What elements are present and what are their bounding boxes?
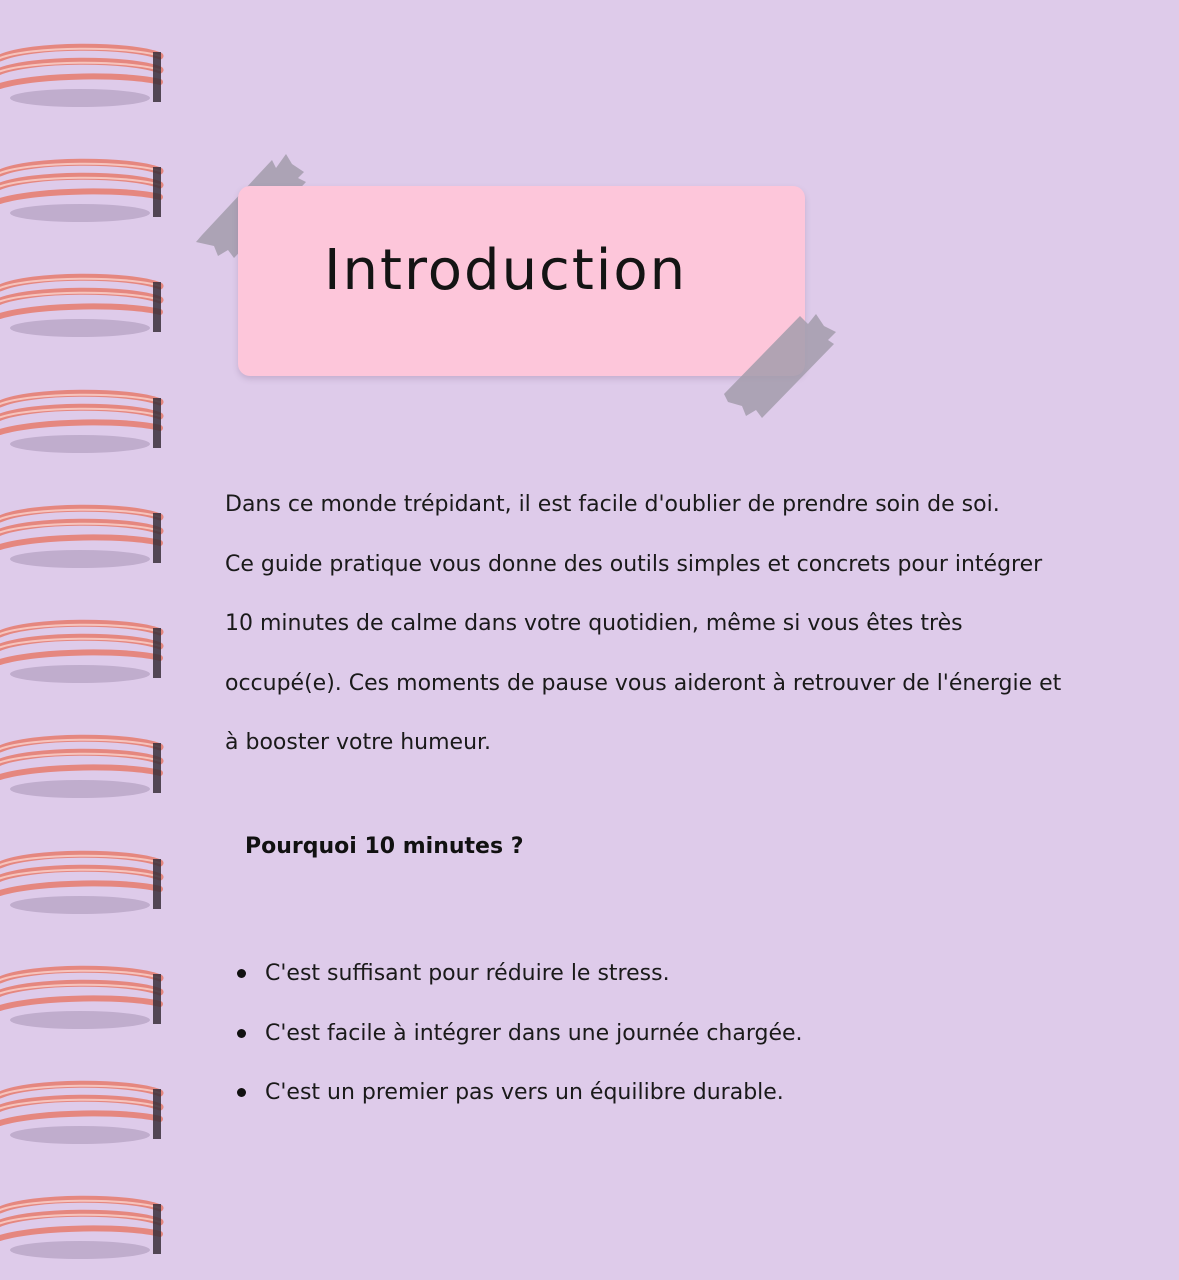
tape-bottom-right xyxy=(720,308,840,423)
page-title: Introduction xyxy=(324,238,688,303)
spiral-ring-icon xyxy=(0,384,165,464)
bullet-icon xyxy=(237,969,246,978)
intro-line: Dans ce monde trépidant, il est facile d'oublier de prendre soin de soi. xyxy=(225,492,1000,517)
list-item xyxy=(265,1004,803,1064)
bullet-icon xyxy=(237,1029,246,1038)
list-item xyxy=(265,944,803,1004)
list-item-text: C'est facile à intégrer dans une journée chargée. xyxy=(265,1020,803,1046)
spiral-ring-icon xyxy=(0,614,165,694)
spiral-ring-icon xyxy=(0,38,165,118)
intro-line: occupé(e). Ces moments de pause vous aideront à retrouver de l'énergie et xyxy=(225,670,1062,696)
spiral-ring-icon xyxy=(0,153,165,233)
spiral-ring-icon xyxy=(0,268,165,348)
section-heading: Pourquoi 10 minutes ? xyxy=(245,834,524,859)
spiral-ring-icon xyxy=(0,729,165,809)
list-item xyxy=(265,1063,803,1123)
spiral-ring-icon xyxy=(0,1190,165,1270)
list-item-text: C'est un premier pas vers un équilibre durable. xyxy=(265,1080,784,1105)
intro-line: 10 minutes de calme dans votre quotidien, même si vous êtes très xyxy=(225,611,963,636)
spiral-ring-icon xyxy=(0,499,165,579)
spiral-ring-icon xyxy=(0,960,165,1040)
intro-line: Ce guide pratique vous donne des outils simples et concrets pour intégrer xyxy=(225,551,1043,577)
intro-line: à booster votre humeur. xyxy=(225,730,492,755)
spiral-ring-icon xyxy=(0,845,165,925)
list-item-text: C'est suffisant pour réduire le stress. xyxy=(265,961,670,986)
spiral-ring-icon xyxy=(0,1075,165,1155)
reasons-list xyxy=(265,944,803,1123)
spiral-binding xyxy=(0,0,170,1280)
intro-paragraph xyxy=(225,475,1125,773)
bullet-icon xyxy=(237,1088,246,1097)
